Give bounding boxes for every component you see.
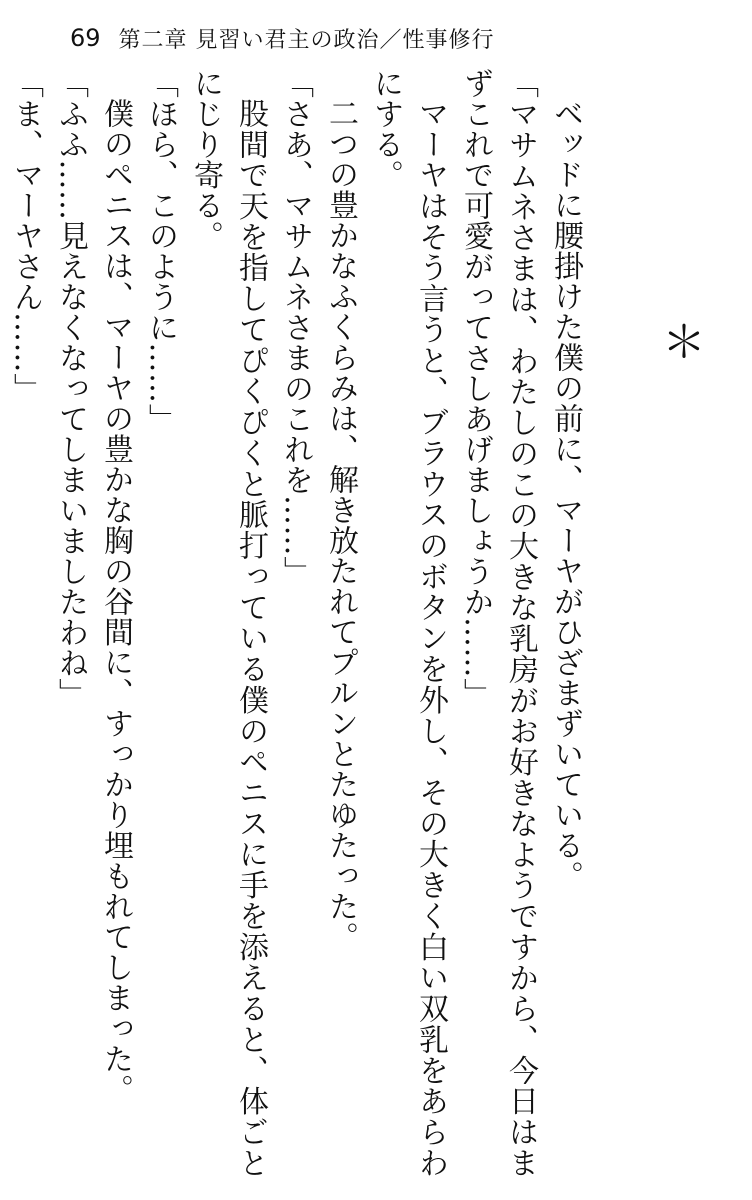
section-separator: ＊ — [662, 317, 706, 368]
dialogue-line: 「さあ、マサムネさまのこれを……」 — [278, 68, 313, 587]
vertical-body-text — [8, 68, 588, 1179]
narration-paragraph: 僕のペニスは、マーヤの豊かな胸の谷間に、すっかり埋もれてしまった。 — [98, 98, 133, 1105]
running-title: 第二章 見習い君主の政治／性事修行 — [118, 27, 495, 53]
page-number: 69 — [70, 24, 101, 52]
dialogue-line: 「ふふ……見えなくなってしまいましたわね」 — [53, 68, 88, 709]
narration-paragraph: ベッドに腰掛けた僕の前に、マーヤがひざまずいている。 — [548, 98, 583, 891]
narration-paragraph: 股間で天を指してぴくぴくと脈打っている僕のペニスに手を添えると、体ごとにじり寄る。 — [188, 68, 268, 1179]
dialogue-line: 「ほら、このように……」 — [143, 68, 178, 434]
narration-paragraph — [0, 68, 3, 1178]
page-header — [70, 18, 630, 58]
dialogue-line: 「マサムネさまは、わたしのこの大きな乳房がお好きなようですから、今日はまずこれで可愛がってさしあげましょうか……」 — [458, 68, 538, 1178]
dialogue-line: 「ま、マーヤさん……」 — [8, 68, 43, 404]
narration-paragraph: マーヤはそう言うと、ブラウスのボタンを外し、その大きく白い双乳をあらわにする。 — [368, 68, 448, 1178]
narration-paragraph: 二つの豊かなふくらみは、解き放たれてプルンとたゆたった。 — [323, 98, 358, 952]
